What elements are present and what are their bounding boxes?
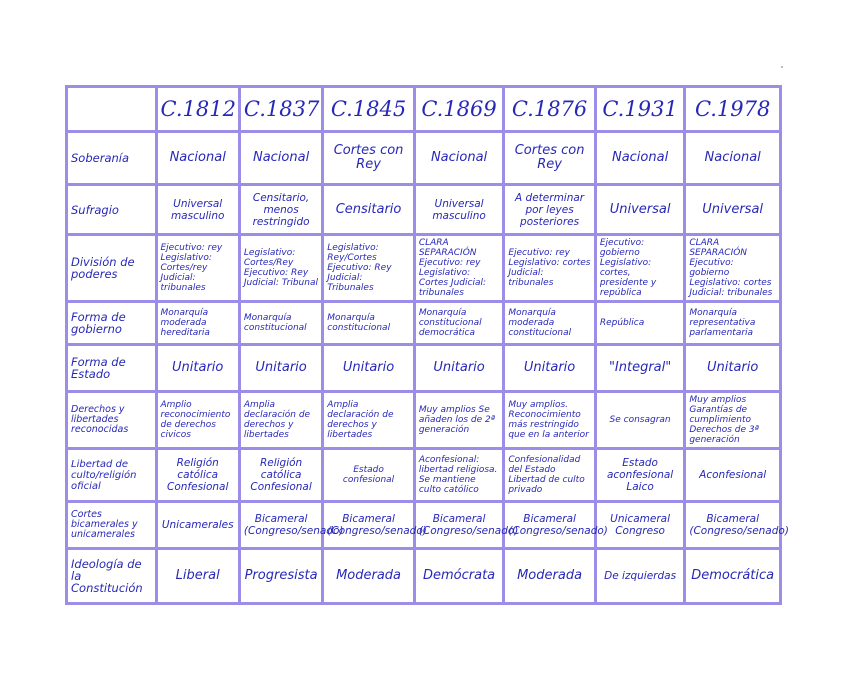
- table-row-forma-estado: [67, 345, 781, 392]
- table-cell: Amplia declaración de derechos y libertades: [239, 392, 322, 449]
- table-cell: Universal: [595, 185, 685, 235]
- table-cell: "Integral": [595, 345, 685, 392]
- table-cell: Aconfesional: [685, 449, 781, 502]
- header-c1931: C.1931: [595, 87, 685, 132]
- table-cell: Bicameral (Congreso/senado): [323, 502, 415, 549]
- table-cell: Estado aconfesional Laico: [595, 449, 685, 502]
- table-cell: Unitario: [504, 345, 596, 392]
- header-c1869: C.1869: [414, 87, 504, 132]
- table-cell: Legislativo: Cortes/Rey Ejecutivo: Rey Judicial: Tribunal: [239, 235, 322, 302]
- table-cell: Ejecutivo: rey Legislativo: cortes Judicial: tribunales: [504, 235, 596, 302]
- table-cell: Amplio reconocimiento de derechos civicos: [156, 392, 239, 449]
- table-cell: Bicameral (Congreso/senado): [239, 502, 322, 549]
- row-label-division-poderes: División de poderes: [67, 235, 157, 302]
- table-cell: Unitario: [156, 345, 239, 392]
- header-row: [67, 87, 781, 132]
- table-cell: Monarquía moderada constitucional: [504, 302, 596, 345]
- table-cell: Ejecutivo: rey Legislativo: Cortes/rey Judicial: tribunales: [156, 235, 239, 302]
- header-c1812: C.1812: [156, 87, 239, 132]
- page-dot: [781, 66, 783, 68]
- table-cell: Nacional: [685, 132, 781, 185]
- corner-cell: [67, 87, 157, 132]
- table-cell: CLARA SEPARACIÓN Ejecutivo: rey Legislativo: Cortes Judicial: tribunales: [414, 235, 504, 302]
- header-c1837: C.1837: [239, 87, 322, 132]
- row-label-forma-gobierno: Forma de gobierno: [67, 302, 157, 345]
- table-cell: Se consagran: [595, 392, 685, 449]
- table-cell: República: [595, 302, 685, 345]
- table-cell: Muy amplios Se añaden los de 2ª generación: [414, 392, 504, 449]
- table-cell: Universal masculino: [414, 185, 504, 235]
- table-cell: Universal masculino: [156, 185, 239, 235]
- table-cell: Muy amplios. Reconocimiento más restringido que en la anterior: [504, 392, 596, 449]
- table-cell: Cortes con Rey: [323, 132, 415, 185]
- table-cell: Unitario: [239, 345, 322, 392]
- table-cell: Bicameral (Congreso/senado): [414, 502, 504, 549]
- table-cell: Ejecutivo: gobierno Legislativo: cortes, presidente y república: [595, 235, 685, 302]
- table-cell: Bicameral (Congreso/senado): [685, 502, 781, 549]
- row-label-derechos: Derechos y libertades reconocidas: [67, 392, 157, 449]
- constitutions-table: [65, 85, 789, 605]
- table-row-cortes: [67, 502, 781, 549]
- header-c1876: C.1876: [504, 87, 596, 132]
- table-cell: Moderada: [504, 549, 596, 604]
- table-cell: Progresista: [239, 549, 322, 604]
- table-row-derechos: [67, 392, 781, 449]
- table-row-soberania: [67, 132, 781, 185]
- row-label-cortes: Cortes bicamerales y unicamerales: [67, 502, 157, 549]
- table-row-libertad-culto: [67, 449, 781, 502]
- header-c1845: C.1845: [323, 87, 415, 132]
- table-cell: Monarquía constitucional democrática: [414, 302, 504, 345]
- table-cell: Nacional: [595, 132, 685, 185]
- row-label-forma-estado: Forma de Estado: [67, 345, 157, 392]
- table-cell: Unicamerales: [156, 502, 239, 549]
- row-label-libertad-culto: Libertad de culto/religión oficial: [67, 449, 157, 502]
- table-cell: Cortes con Rey: [504, 132, 596, 185]
- table-cell: Moderada: [323, 549, 415, 604]
- table-cell: Muy amplios Garantías de cumplimiento Derechos de 3ª generación: [685, 392, 781, 449]
- header-c1978: C.1978: [685, 87, 781, 132]
- row-label-soberania: Soberanía: [67, 132, 157, 185]
- table-row-division-poderes: [67, 235, 781, 302]
- table-cell: Religión católica Confesional: [156, 449, 239, 502]
- table-cell: Amplia declaración de derechos y libertades: [323, 392, 415, 449]
- table-cell: Monarquía constitucional: [323, 302, 415, 345]
- table-cell: Universal: [685, 185, 781, 235]
- row-label-ideologia: Ideología de la Constitución: [67, 549, 157, 604]
- table-row-forma-gobierno: [67, 302, 781, 345]
- table-cell: Unitario: [323, 345, 415, 392]
- table-cell: Censitario: [323, 185, 415, 235]
- table-cell: Aconfesional: libertad religiosa. Se mantiene culto católico: [414, 449, 504, 502]
- table-cell: Censitario, menos restringido: [239, 185, 322, 235]
- table-cell: CLARA SEPARACIÓN Ejecutivo: gobierno Legislativo: cortes Judicial: tribunales: [685, 235, 781, 302]
- table-cell: De izquierdas: [595, 549, 685, 604]
- table-cell: Demócrata: [414, 549, 504, 604]
- table-row-ideologia: [67, 549, 781, 604]
- table-cell: Nacional: [239, 132, 322, 185]
- row-label-sufragio: Sufragio: [67, 185, 157, 235]
- table-cell: Legislativo: Rey/Cortes Ejecutivo: Rey Judicial: Tribunales: [323, 235, 415, 302]
- table-cell: Monarquía constitucional: [239, 302, 322, 345]
- table-cell: Monarquía representativa parlamentaria: [685, 302, 781, 345]
- table-cell: Unicameral Congreso: [595, 502, 685, 549]
- table-cell: Nacional: [156, 132, 239, 185]
- table-cell: Confesionalidad del Estado Libertad de culto privado: [504, 449, 596, 502]
- table-cell: A determinar por leyes posteriores: [504, 185, 596, 235]
- table-cell: Liberal: [156, 549, 239, 604]
- table-cell: Unitario: [685, 345, 781, 392]
- table-cell: Unitario: [414, 345, 504, 392]
- table-cell: Nacional: [414, 132, 504, 185]
- table-cell: Bicameral (Congreso/senado): [504, 502, 596, 549]
- table-cell: Monarquía moderada hereditaria: [156, 302, 239, 345]
- table-cell: Religión católica Confesional: [239, 449, 322, 502]
- table-cell: Estado confesional: [323, 449, 415, 502]
- table-row-sufragio: [67, 185, 781, 235]
- table-cell: Democrática: [685, 549, 781, 604]
